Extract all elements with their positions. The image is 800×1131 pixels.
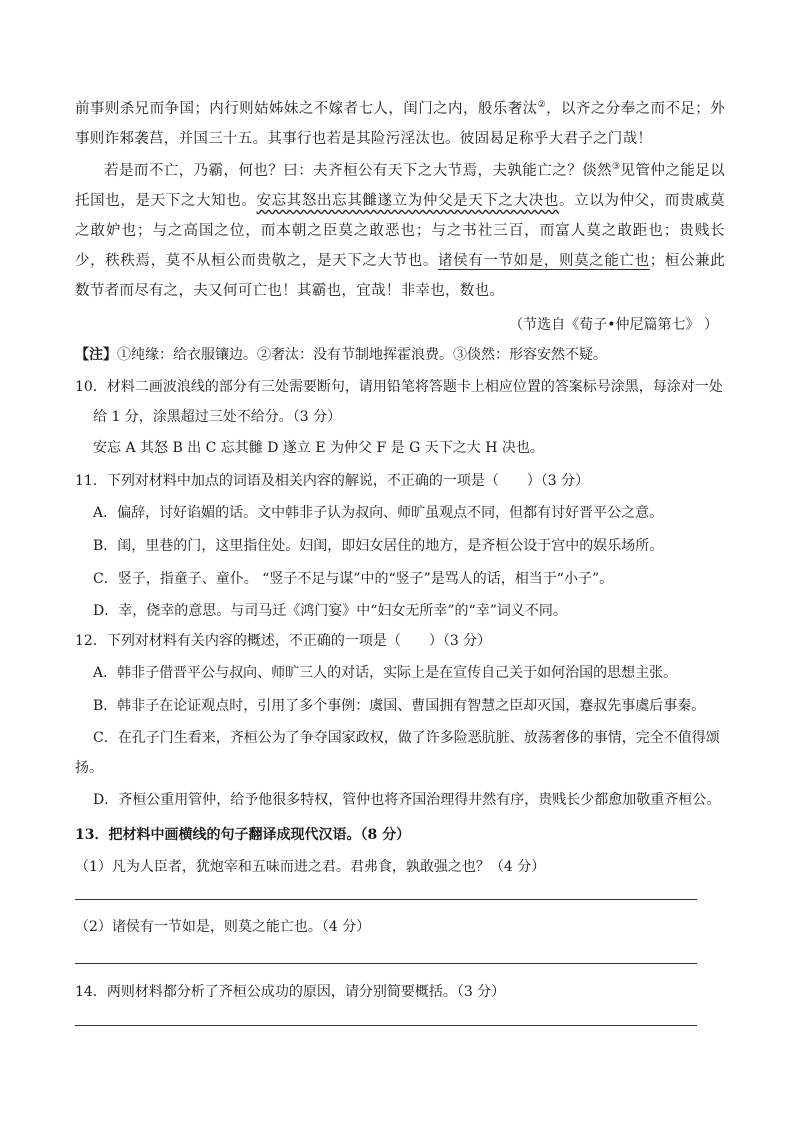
answer-line-14[interactable] xyxy=(75,1025,697,1026)
question-12-option-a: A．韩非子借晋平公与叔向、师旷三人的对话，实际上是在宣传自己关于如何治国的思想主张。 xyxy=(93,665,678,681)
para1-text: 前事则杀兄而争国；内行则姑姊妹之不嫁者七人，闺门之内，般乐奢汰 xyxy=(75,100,538,117)
underlined-sentence: 诸侯有一节如是，则莫之能亡也 xyxy=(437,252,650,269)
para2-part-d: ；桓公兼此数节者而尽有之，夫又何可亡也！其霸也，宜哉！非幸也，数也。 xyxy=(75,252,725,299)
answer-line-13-2[interactable] xyxy=(75,963,697,964)
note-marker-2: ② xyxy=(537,100,547,110)
note-marker-3: ③ xyxy=(612,162,621,172)
question-11-option-b: B．闺，里巷的门，这里指住处。妇闺，即妇女居住的地方，是齐桓公设于宫中的娱乐场所。 xyxy=(93,538,664,554)
note-text: ①纯缘：给衣服镶边。②奢汰：没有节制地挥霍浪费。③倓然：形容安然不疑。 xyxy=(117,347,607,363)
question-11-option-c: C．竖子，指童子、童仆。 “竖子不足与谋”中的“竖子”是骂人的话，相当于“小子”。 xyxy=(93,571,614,587)
question-13: 13．把材料中画横线的句子翻译成现代汉语。（8 分） xyxy=(75,827,411,843)
wavy-underlined-sentence: 安忘其怒出忘其雠遂立为仲父是天下之大决也 xyxy=(256,192,559,209)
passage-source: （节选自《荀子•仲尼篇第七》 ） xyxy=(509,317,718,333)
para2-part-c: 。立以为仲父，而贵戚莫之敢妒也；与之高国之位，而本朝之臣莫之敢恶也；与之书社三百，而富人莫之敢距也；贵贱长少，秩秩焉，莫不从桓公而贵敬之，是天下之大节也。 xyxy=(75,192,725,269)
question-13-part-1: （1）凡为人臣者，犹炮宰和五味而进之君。君弗食，孰敢强之也？（4 分） xyxy=(75,859,546,875)
para2-part-a: 若是而不亡，乃霸，何也？曰：夫齐桓公有天下之大节焉，夫孰能亡之？倓然 xyxy=(104,162,613,179)
question-12: 12．下列对材料有关内容的概述，不正确的一项是（ ）（3 分） xyxy=(75,633,492,649)
question-11-option-d: D．幸，侥幸的意思。与司马迁《鸿门宴》中“妇女无所幸”的“幸”词义不同。 xyxy=(93,603,567,619)
question-12-option-c-line-2: 扬。 xyxy=(75,760,103,776)
question-10-line-2: 给 1 分，涂黑超过三处不给分。（3 分） xyxy=(93,409,342,425)
question-10-line-3: 安忘 A 其怒 B 出 C 忘其雠 D 遂立 E 为仲父 F 是 G 天下之大 H 决也。 xyxy=(93,440,544,456)
note-label: 【注】 xyxy=(75,347,117,363)
question-13-part-2: （2）诸侯有一节如是，则莫之能亡也。（4 分） xyxy=(75,919,371,935)
question-11: 11．下列对材料中加点的词语及相关内容的解说，不正确的一项是（ ）（3 分） xyxy=(75,473,590,489)
para2-part-b: 见管仲之能足以托国也，是天下之大知也。 xyxy=(75,162,725,209)
annotation-note xyxy=(75,344,607,364)
question-11-option-a: A．偏辞，讨好谄媚的话。文中韩非子认为叔向、师旷虽观点不同，但都有讨好晋平公之意。 xyxy=(93,505,664,521)
para1-rest: ，以齐之分奉之而不足；外事则诈邾袭莒，并国三十五。其事行也若是其险污淫汰也。彼固曷足称乎大君子之门哉！ xyxy=(75,100,725,147)
question-14: 14．两则材料都分析了齐桓公成功的原因，请分别简要概括。（3 分） xyxy=(75,984,506,1000)
question-12-option-d: D．齐桓公重用管仲，给予他很多特权，管仲也将齐国治理得井然有序，贵贱长少都愈加敬重齐桓公。 xyxy=(93,792,721,808)
passage-paragraph-2 xyxy=(75,152,725,306)
question-12-option-c-line-1: C．在孔子门生看来，齐桓公为了争夺国家政权，做了许多险恶肮脏、放荡奢侈的事情，完全不值得颂 xyxy=(93,730,720,746)
question-10-line-1: 10．材料二画波浪线的部分有三处需要断句，请用铅笔将答题卡上相应位置的答案标号涂黑，每涂对一处 xyxy=(75,379,723,395)
passage-paragraph-1 xyxy=(75,90,725,154)
question-12-option-b: B．韩非子在论证观点时，引用了多个事例：虞国、曹国拥有智慧之臣却灭国，蹇叔先事虞后事秦。 xyxy=(93,698,706,714)
answer-line-13-1[interactable] xyxy=(75,899,697,900)
